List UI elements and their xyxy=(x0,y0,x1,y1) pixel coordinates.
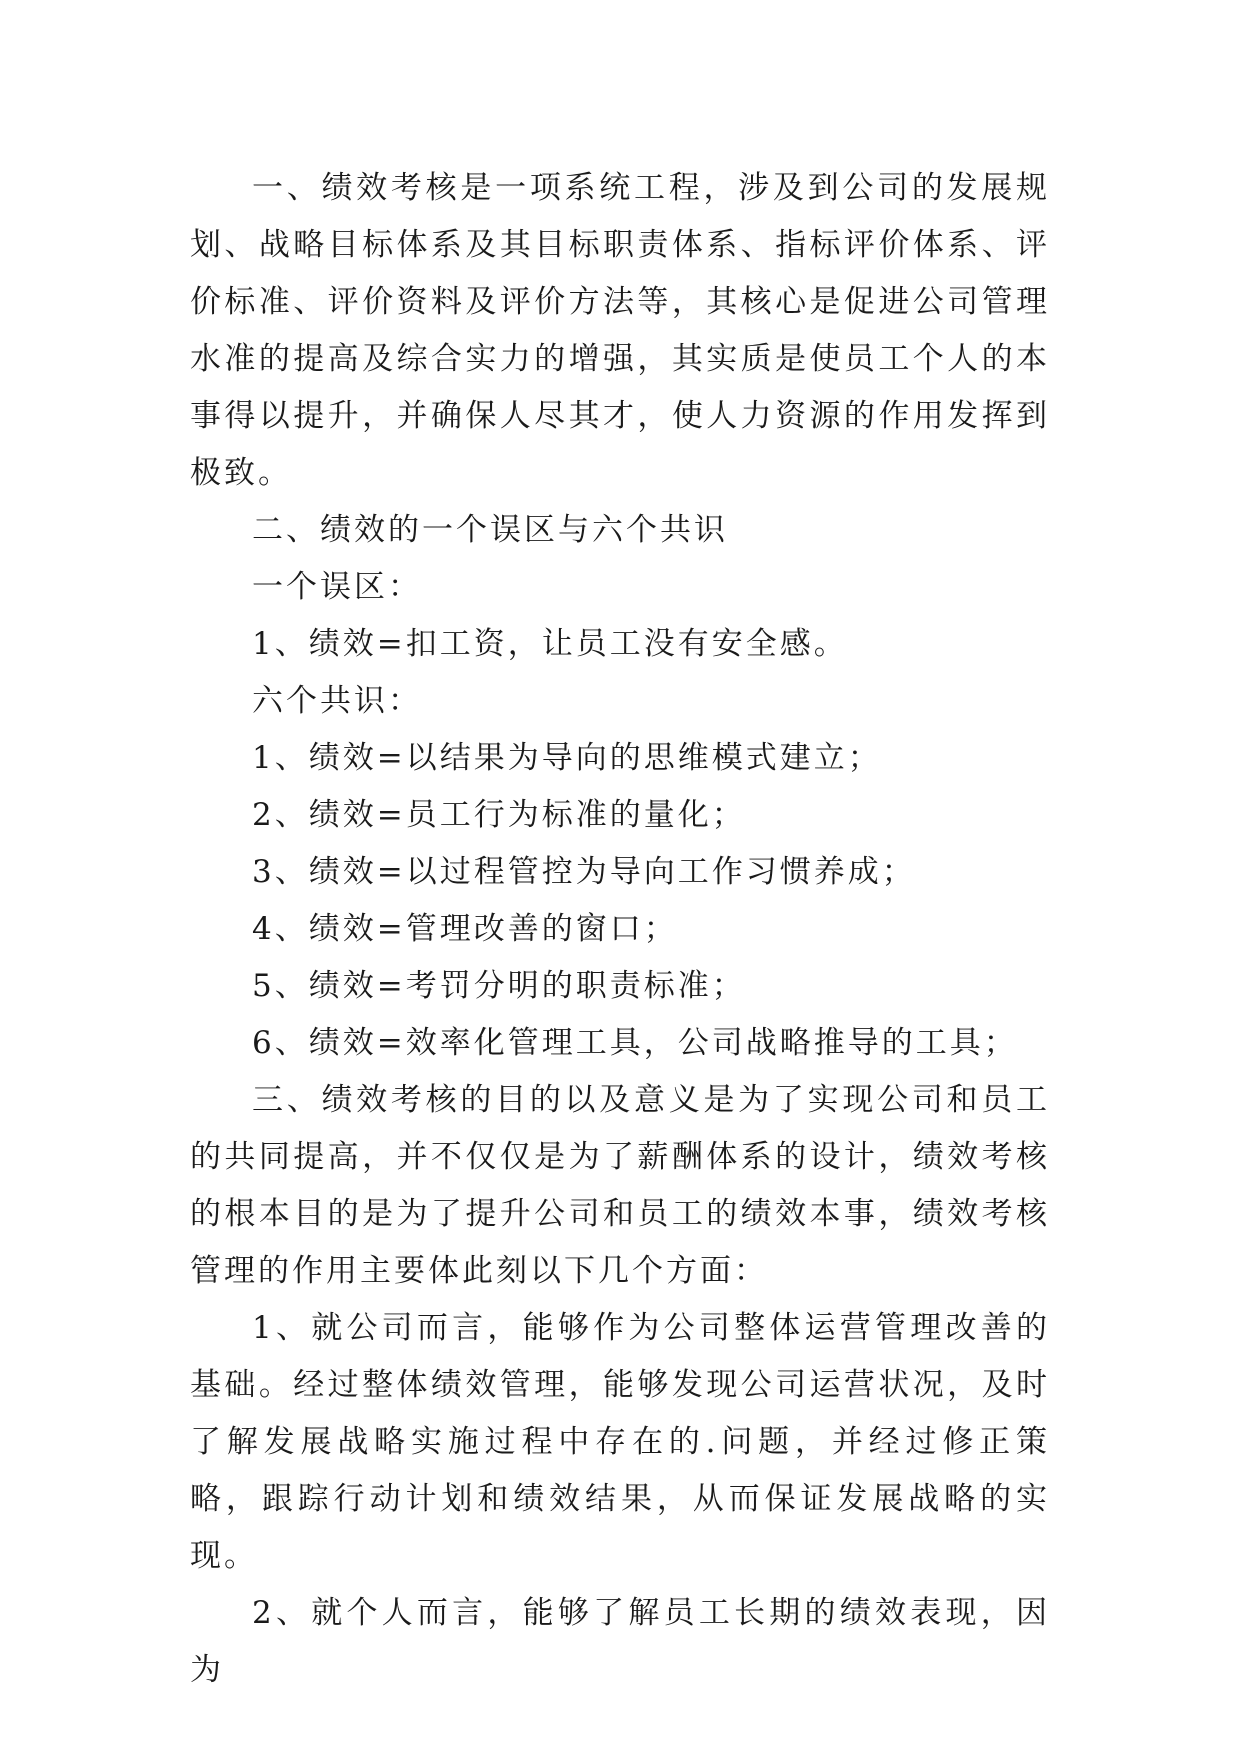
paragraph-company-perspective: 1、就公司而言，能够作为公司整体运营管理改善的基础。经过整体绩效管理，能够发现公司运营状况，及时了解发展战略实施过程中存在的.问题，并经过修正策略，跟踪行动计划和绩效结果，从而保证发展战略的实现。 xyxy=(190,1310,1050,1574)
paragraph-system-engineering: 一、绩效考核是一项系统工程，涉及到公司的发展规划、战略目标体系及其目标职责体系、指标评价体系、评价标准、评价资料及评价方法等，其核心是促进公司管理水准的提高及综合实力的增强，其实质是使员工个人的本事得以提升，并确保人尽其才，使人力资源的作用发挥到极致。 xyxy=(190,170,1050,491)
consensus-item-2: 2、绩效=员工行为标准的量化； xyxy=(252,797,746,833)
consensus-item-3: 3、绩效=以过程管控为导向工作习惯养成； xyxy=(252,854,916,890)
heading-misconception-and-consensus: 二、绩效的一个误区与六个共识 xyxy=(252,512,728,548)
misconception-item-1: 1、绩效=扣工资，让员工没有安全感。 xyxy=(252,626,848,662)
consensus-item-4: 4、绩效=管理改善的窗口； xyxy=(252,911,678,947)
document-body xyxy=(190,160,1050,1699)
label-six-consensus: 六个共识： xyxy=(252,683,422,719)
consensus-item-5: 5、绩效=考罚分明的职责标准； xyxy=(252,968,746,1004)
label-one-misconception: 一个误区： xyxy=(252,569,422,605)
consensus-item-6: 6、绩效=效率化管理工具，公司战略推导的工具； xyxy=(252,1025,1018,1061)
paragraph-individual-perspective: 2、就个人而言，能够了解员工长期的绩效表现，因为 xyxy=(190,1595,1050,1688)
paragraph-purpose-and-significance: 三、绩效考核的目的以及意义是为了实现公司和员工的共同提高，并不仅仅是为了薪酬体系的设计，绩效考核的根本目的是为了提升公司和员工的绩效本事，绩效考核管理的作用主要体此刻以下几个方面： xyxy=(190,1082,1050,1289)
consensus-item-1: 1、绩效=以结果为导向的思维模式建立； xyxy=(252,740,882,776)
